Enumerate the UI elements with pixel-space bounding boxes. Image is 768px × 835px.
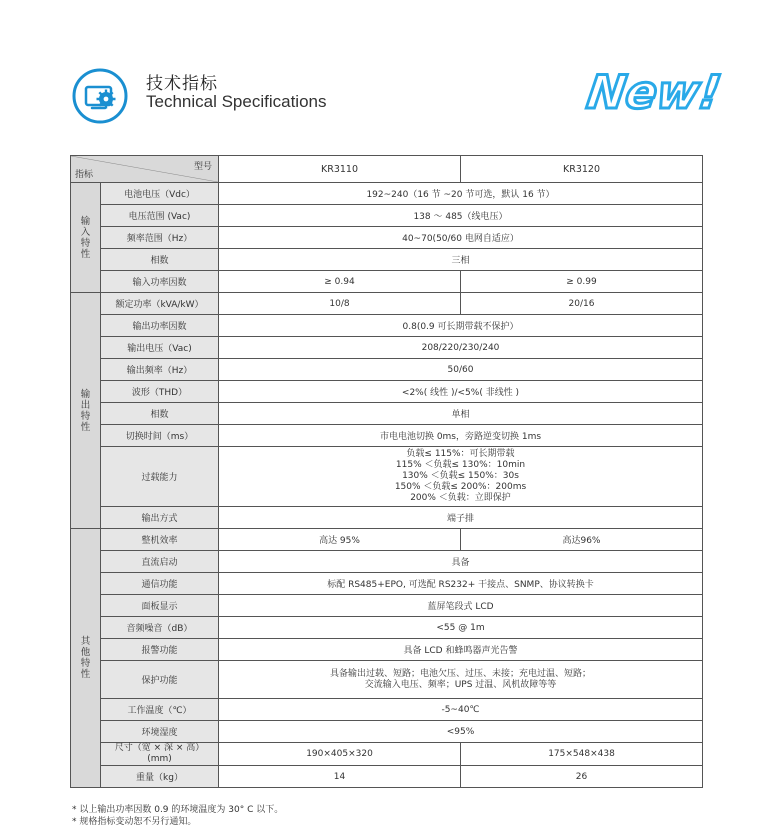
row-value-kr3110: 10/8 (219, 293, 461, 315)
row-value: 0.8(0.9 可长期带载不保护） (219, 315, 703, 337)
footnote: * 规格指标变动恕不另行通知。 (72, 817, 197, 827)
row-label: 工作温度（℃） (101, 699, 219, 721)
category-other: 其 他 特 性 (71, 529, 101, 788)
row-value-kr3120: 175×548×438 (461, 743, 703, 766)
table-row (71, 721, 703, 743)
row-label: 切换时间（ms） (101, 425, 219, 447)
row-value: -5~40℃ (219, 699, 703, 721)
row-label: 音频噪音（dB） (101, 617, 219, 639)
row-value-kr3110: 高达 95% (219, 529, 461, 551)
table-row (71, 205, 703, 227)
spec-table (70, 155, 703, 788)
table-header-row (71, 156, 703, 183)
row-label: 相数 (101, 403, 219, 425)
table-row (71, 661, 703, 699)
table-row (71, 271, 703, 293)
page-title-cn: 技术指标 (146, 74, 218, 94)
row-label: 输入功率因数 (101, 271, 219, 293)
header-index-label: 指标 (75, 170, 94, 180)
row-value-kr3120: 高达96% (461, 529, 703, 551)
table-row (71, 529, 703, 551)
row-value: 端子排 (219, 507, 703, 529)
row-label: 重量（kg） (101, 766, 219, 788)
table-row (71, 337, 703, 359)
model-header: KR3110 (219, 156, 461, 183)
row-value: 单相 (219, 403, 703, 425)
footnote: * 以上输出功率因数 0.9 的环境温度为 30° C 以下。 (72, 805, 284, 815)
row-label: 通信功能 (101, 573, 219, 595)
category-output: 输 出 特 性 (71, 293, 101, 529)
settings-display-icon (72, 68, 128, 124)
table-row (71, 551, 703, 573)
row-value: 蓝屏笔段式 LCD (219, 595, 703, 617)
row-label: 电池电压（Vdc） (101, 183, 219, 205)
footnotes (72, 804, 283, 828)
row-value-kr3120: 20/16 (461, 293, 703, 315)
table-row (71, 573, 703, 595)
table-row (71, 403, 703, 425)
row-label: 输出频率（Hz） (101, 359, 219, 381)
row-label: 频率范围（Hz） (101, 227, 219, 249)
table-row (71, 743, 703, 766)
row-value-kr3120: ≥ 0.99 (461, 271, 703, 293)
row-label: 输出电压（Vac) (101, 337, 219, 359)
row-label: 整机效率 (101, 529, 219, 551)
table-row (71, 507, 703, 529)
row-label: 面板显示 (101, 595, 219, 617)
row-value: <95% (219, 721, 703, 743)
row-value-kr3110: ≥ 0.94 (219, 271, 461, 293)
row-value-kr3110: 14 (219, 766, 461, 788)
table-row (71, 699, 703, 721)
page-title-en: Technical Specifications (146, 92, 327, 111)
table-row (71, 766, 703, 788)
row-value: 市电电池切换 0ms，旁路逆变切换 1ms (219, 425, 703, 447)
row-value: <2%( 线性 )/<5%( 非线性 ) (219, 381, 703, 403)
new-badge-text: New! (583, 65, 725, 119)
row-label: 输出方式 (101, 507, 219, 529)
row-value: 具备 LCD 和蜂鸣器声光告警 (219, 639, 703, 661)
table-row (71, 381, 703, 403)
table-row (71, 227, 703, 249)
table-row (71, 183, 703, 205)
new-badge (583, 60, 725, 122)
row-label: 相数 (101, 249, 219, 271)
table-row (71, 595, 703, 617)
category-input: 输 入 特 性 (71, 183, 101, 293)
row-value: 192~240（16 节 ~20 节可选，默认 16 节） (219, 183, 703, 205)
row-label-multiline: 尺寸（宽 × 深 × 高） (mm) (101, 743, 219, 766)
row-label: 电压范围 (Vac) (101, 205, 219, 227)
row-label: 保护功能 (101, 661, 219, 699)
row-value: 三相 (219, 249, 703, 271)
table-row (71, 293, 703, 315)
row-value: 40~70(50/60 电网自适应） (219, 227, 703, 249)
table-row (71, 249, 703, 271)
row-label: 额定功率（kVA/kW） (101, 293, 219, 315)
row-value-multiline: 具备输出过载、短路；电池欠压、过压、未接；充电过温、短路； 交流输入电压、频率；UPS 过温、风机故障等等 (219, 661, 703, 699)
row-value: 标配 RS485+EPO, 可选配 RS232+ 干接点、SNMP、协议转换卡 (219, 573, 703, 595)
header-model-label: 型号 (193, 162, 212, 172)
row-label: 过载能力 (101, 447, 219, 507)
table-row (71, 359, 703, 381)
row-value-multiline: 负载≤ 115%：可长期带载 115% ＜负载≤ 130%：10min 130% ＜负载≤ 150%：30s 150% ＜负载≤ 200%：200ms 200% ＜负载：立即保护 (219, 447, 703, 507)
table-row (71, 447, 703, 507)
row-label: 报警功能 (101, 639, 219, 661)
table-row (71, 617, 703, 639)
header-diagonal-cell (71, 156, 219, 183)
table-row (71, 639, 703, 661)
row-label: 直流启动 (101, 551, 219, 573)
row-value: 208/220/230/240 (219, 337, 703, 359)
row-label: 波形（THD） (101, 381, 219, 403)
row-value: 具备 (219, 551, 703, 573)
row-value-kr3110: 190×405×320 (219, 743, 461, 766)
row-value: 138 ～ 485（线电压） (219, 205, 703, 227)
table-row (71, 315, 703, 337)
page-header (0, 0, 768, 140)
row-value-kr3120: 26 (461, 766, 703, 788)
row-value: <55 @ 1m (219, 617, 703, 639)
model-header: KR3120 (461, 156, 703, 183)
row-value: 50/60 (219, 359, 703, 381)
row-label: 环境湿度 (101, 721, 219, 743)
row-label: 输出功率因数 (101, 315, 219, 337)
table-row (71, 425, 703, 447)
